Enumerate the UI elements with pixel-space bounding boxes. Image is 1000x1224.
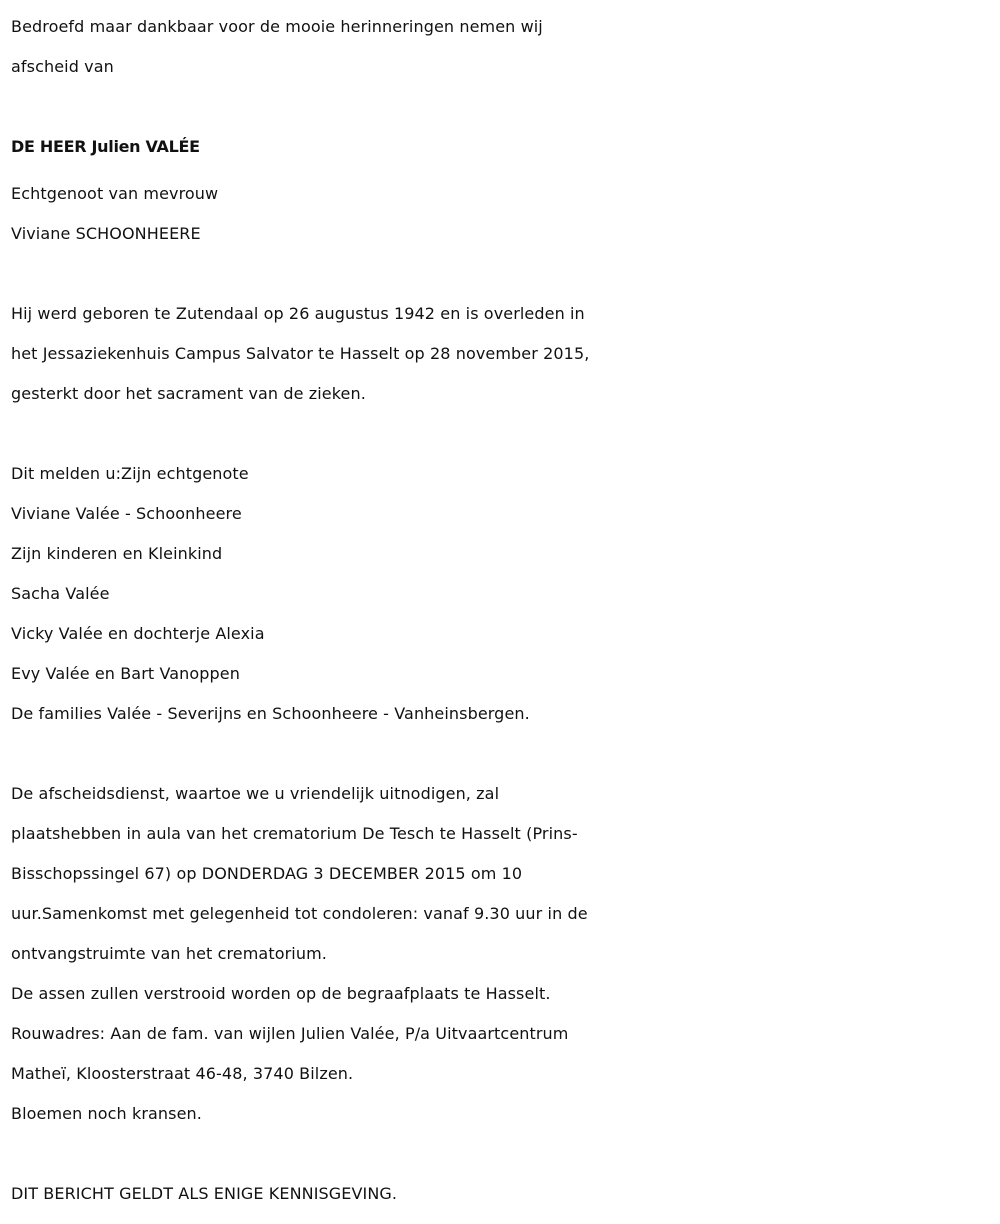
birth-death-line: het Jessaziekenhuis Campus Salvator te Hasselt op 28 november 2015, <box>11 344 590 363</box>
paragraph-gap <box>11 734 988 774</box>
ceremony-line: plaatshebben in aula van het crematorium De Tesch te Hasselt (Prins- <box>11 824 578 843</box>
family-line: Vicky Valée en dochterje Alexia <box>11 624 265 643</box>
deceased-name: DE HEER Julien VALÉE <box>11 137 200 156</box>
family-paragraph <box>11 454 988 734</box>
spouse-line: Echtgenoot van mevrouw <box>11 184 219 203</box>
ceremony-line: De assen zullen verstrooid worden op de begraafplaats te Hasselt. <box>11 984 551 1003</box>
spouse-paragraph <box>11 174 988 254</box>
ceremony-line: uur.Samenkomst met gelegenheid tot condoleren: vanaf 9.30 uur in de <box>11 904 588 923</box>
family-line: Zijn kinderen en Kleinkind <box>11 544 223 563</box>
paragraph-gap <box>11 414 988 454</box>
ceremony-line: Matheï, Kloosterstraat 46-48, 3740 Bilzen. <box>11 1064 354 1083</box>
ceremony-line: Bloemen noch kransen. <box>11 1104 202 1123</box>
family-line: Viviane Valée - Schoonheere <box>11 504 242 523</box>
family-line: De families Valée - Severijns en Schoonheere - Vanheinsbergen. <box>11 704 530 723</box>
closing-statement: DIT BERICHT GELDT ALS ENIGE KENNISGEVING. <box>11 1184 398 1203</box>
family-line: Evy Valée en Bart Vanoppen <box>11 664 240 683</box>
ceremony-line: Bisschopssingel 67) op DONDERDAG 3 DECEMBER 2015 om 10 <box>11 864 523 883</box>
intro-paragraph <box>11 7 988 87</box>
family-line: Dit melden u:Zijn echtgenote <box>11 464 249 483</box>
ceremony-line: De afscheidsdienst, waartoe we u vriendelijk uitnodigen, zal <box>11 784 500 803</box>
paragraph-gap <box>11 1134 988 1174</box>
family-line: Sacha Valée <box>11 584 110 603</box>
intro-line: Bedroefd maar dankbaar voor de mooie herinneringen nemen wij <box>11 17 543 36</box>
paragraph-gap <box>11 254 988 294</box>
birth-death-paragraph <box>11 294 988 414</box>
spouse-line: Viviane SCHOONHEERE <box>11 224 201 243</box>
ceremony-paragraph <box>11 774 988 1134</box>
ceremony-line: ontvangstruimte van het crematorium. <box>11 944 327 963</box>
intro-line: afscheid van <box>11 57 114 76</box>
ceremony-line: Rouwadres: Aan de fam. van wijlen Julien Valée, P/a Uitvaartcentrum <box>11 1024 569 1043</box>
birth-death-line: Hij werd geboren te Zutendaal op 26 augustus 1942 en is overleden in <box>11 304 585 323</box>
birth-death-line: gesterkt door het sacrament van de zieken. <box>11 384 366 403</box>
